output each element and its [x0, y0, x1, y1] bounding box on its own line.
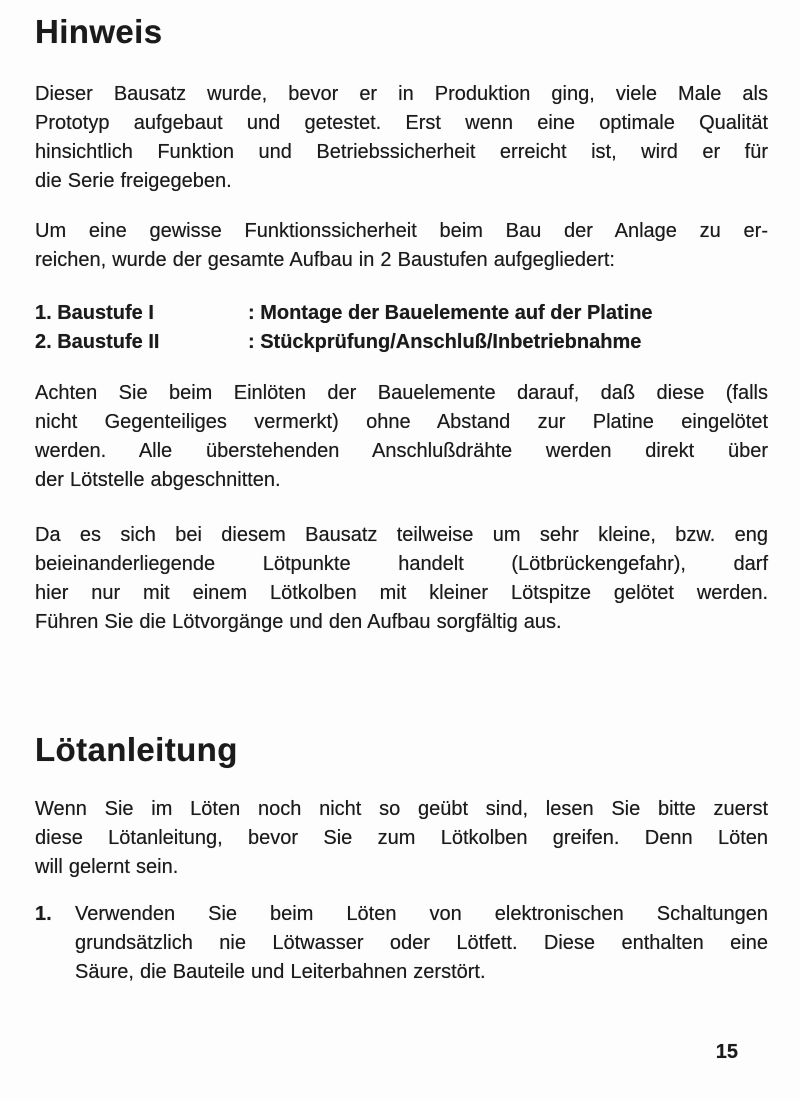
page-content	[35, 13, 768, 987]
numbered-item-1	[35, 900, 768, 987]
text-line: Führen Sie die Lötvorgänge und den Aufbau sorgfältig aus.	[35, 611, 562, 633]
text-line: hier nur mit einem Lötkolben mit kleiner Lötspitze gelötet werden.	[35, 582, 768, 604]
text-line: die Serie freigegeben.	[35, 170, 232, 192]
baustufe-2-desc: : Stückprüfung/Anschluß/Inbetriebnahme	[248, 331, 642, 353]
numbered-item-1-text	[75, 900, 768, 987]
text-line: Dieser Bausatz wurde, bevor er in Produktion ging, viele Male als	[35, 83, 768, 105]
text-line: Säure, die Bauteile und Leiterbahnen zerstört.	[75, 961, 486, 983]
numbered-item-1-number: 1.	[35, 903, 52, 925]
baustufe-2-label: 2. Baustufe II	[35, 331, 160, 353]
section-heading-hinweis: Hinweis	[35, 13, 163, 50]
baustufe-row-2	[35, 328, 768, 357]
text-line: will gelernt sein.	[35, 856, 179, 878]
text-line: hinsichtlich Funktion und Betriebssicherheit erreicht ist, wird er für	[35, 141, 768, 163]
text-line: diese Lötanleitung, bevor Sie zum Lötkolben greifen. Denn Löten	[35, 827, 768, 849]
text-line: beieinanderliegende Lötpunkte handelt (Lötbrückengefahr), darf	[35, 553, 768, 575]
paragraph-loetpunkte	[35, 521, 768, 637]
text-line: reichen, wurde der gesamte Aufbau in 2 Baustufen aufgegliedert:	[35, 249, 615, 271]
paragraph-prototyp	[35, 80, 768, 196]
paragraph-baustufen-intro	[35, 217, 768, 275]
page-number: 15	[715, 1041, 738, 1063]
text-line: Da es sich bei diesem Bausatz teilweise um sehr kleine, bzw. eng	[35, 524, 768, 546]
text-line: Verwenden Sie beim Löten von elektronischen Schaltungen	[75, 903, 768, 925]
baustufen-list	[35, 299, 768, 357]
text-line: der Lötstelle abgeschnitten.	[35, 469, 281, 491]
text-line: Achten Sie beim Einlöten der Bauelemente darauf, daß diese (falls	[35, 382, 768, 404]
paragraph-einloeten	[35, 379, 768, 495]
text-line: Wenn Sie im Löten noch nicht so geübt sind, lesen Sie bitte zuerst	[35, 798, 768, 820]
baustufe-1-label: 1. Baustufe I	[35, 302, 154, 324]
baustufe-1-desc: : Montage der Bauelemente auf der Platine	[248, 302, 653, 324]
text-line: grundsätzlich nie Lötwasser oder Lötfett. Diese enthalten eine	[75, 932, 768, 954]
paragraph-loeten-intro	[35, 795, 768, 882]
text-line: werden. Alle überstehenden Anschlußdrähte werden direkt über	[35, 440, 768, 462]
text-line: Um eine gewisse Funktionssicherheit beim Bau der Anlage zu er-	[35, 220, 768, 242]
text-line: nicht Gegenteiliges vermerkt) ohne Abstand zur Platine eingelötet	[35, 411, 768, 433]
text-line: Prototyp aufgebaut und getestet. Erst wenn eine optimale Qualität	[35, 112, 768, 134]
section-heading-loetanleitung: Lötanleitung	[35, 731, 238, 768]
baustufe-row-1	[35, 299, 768, 328]
